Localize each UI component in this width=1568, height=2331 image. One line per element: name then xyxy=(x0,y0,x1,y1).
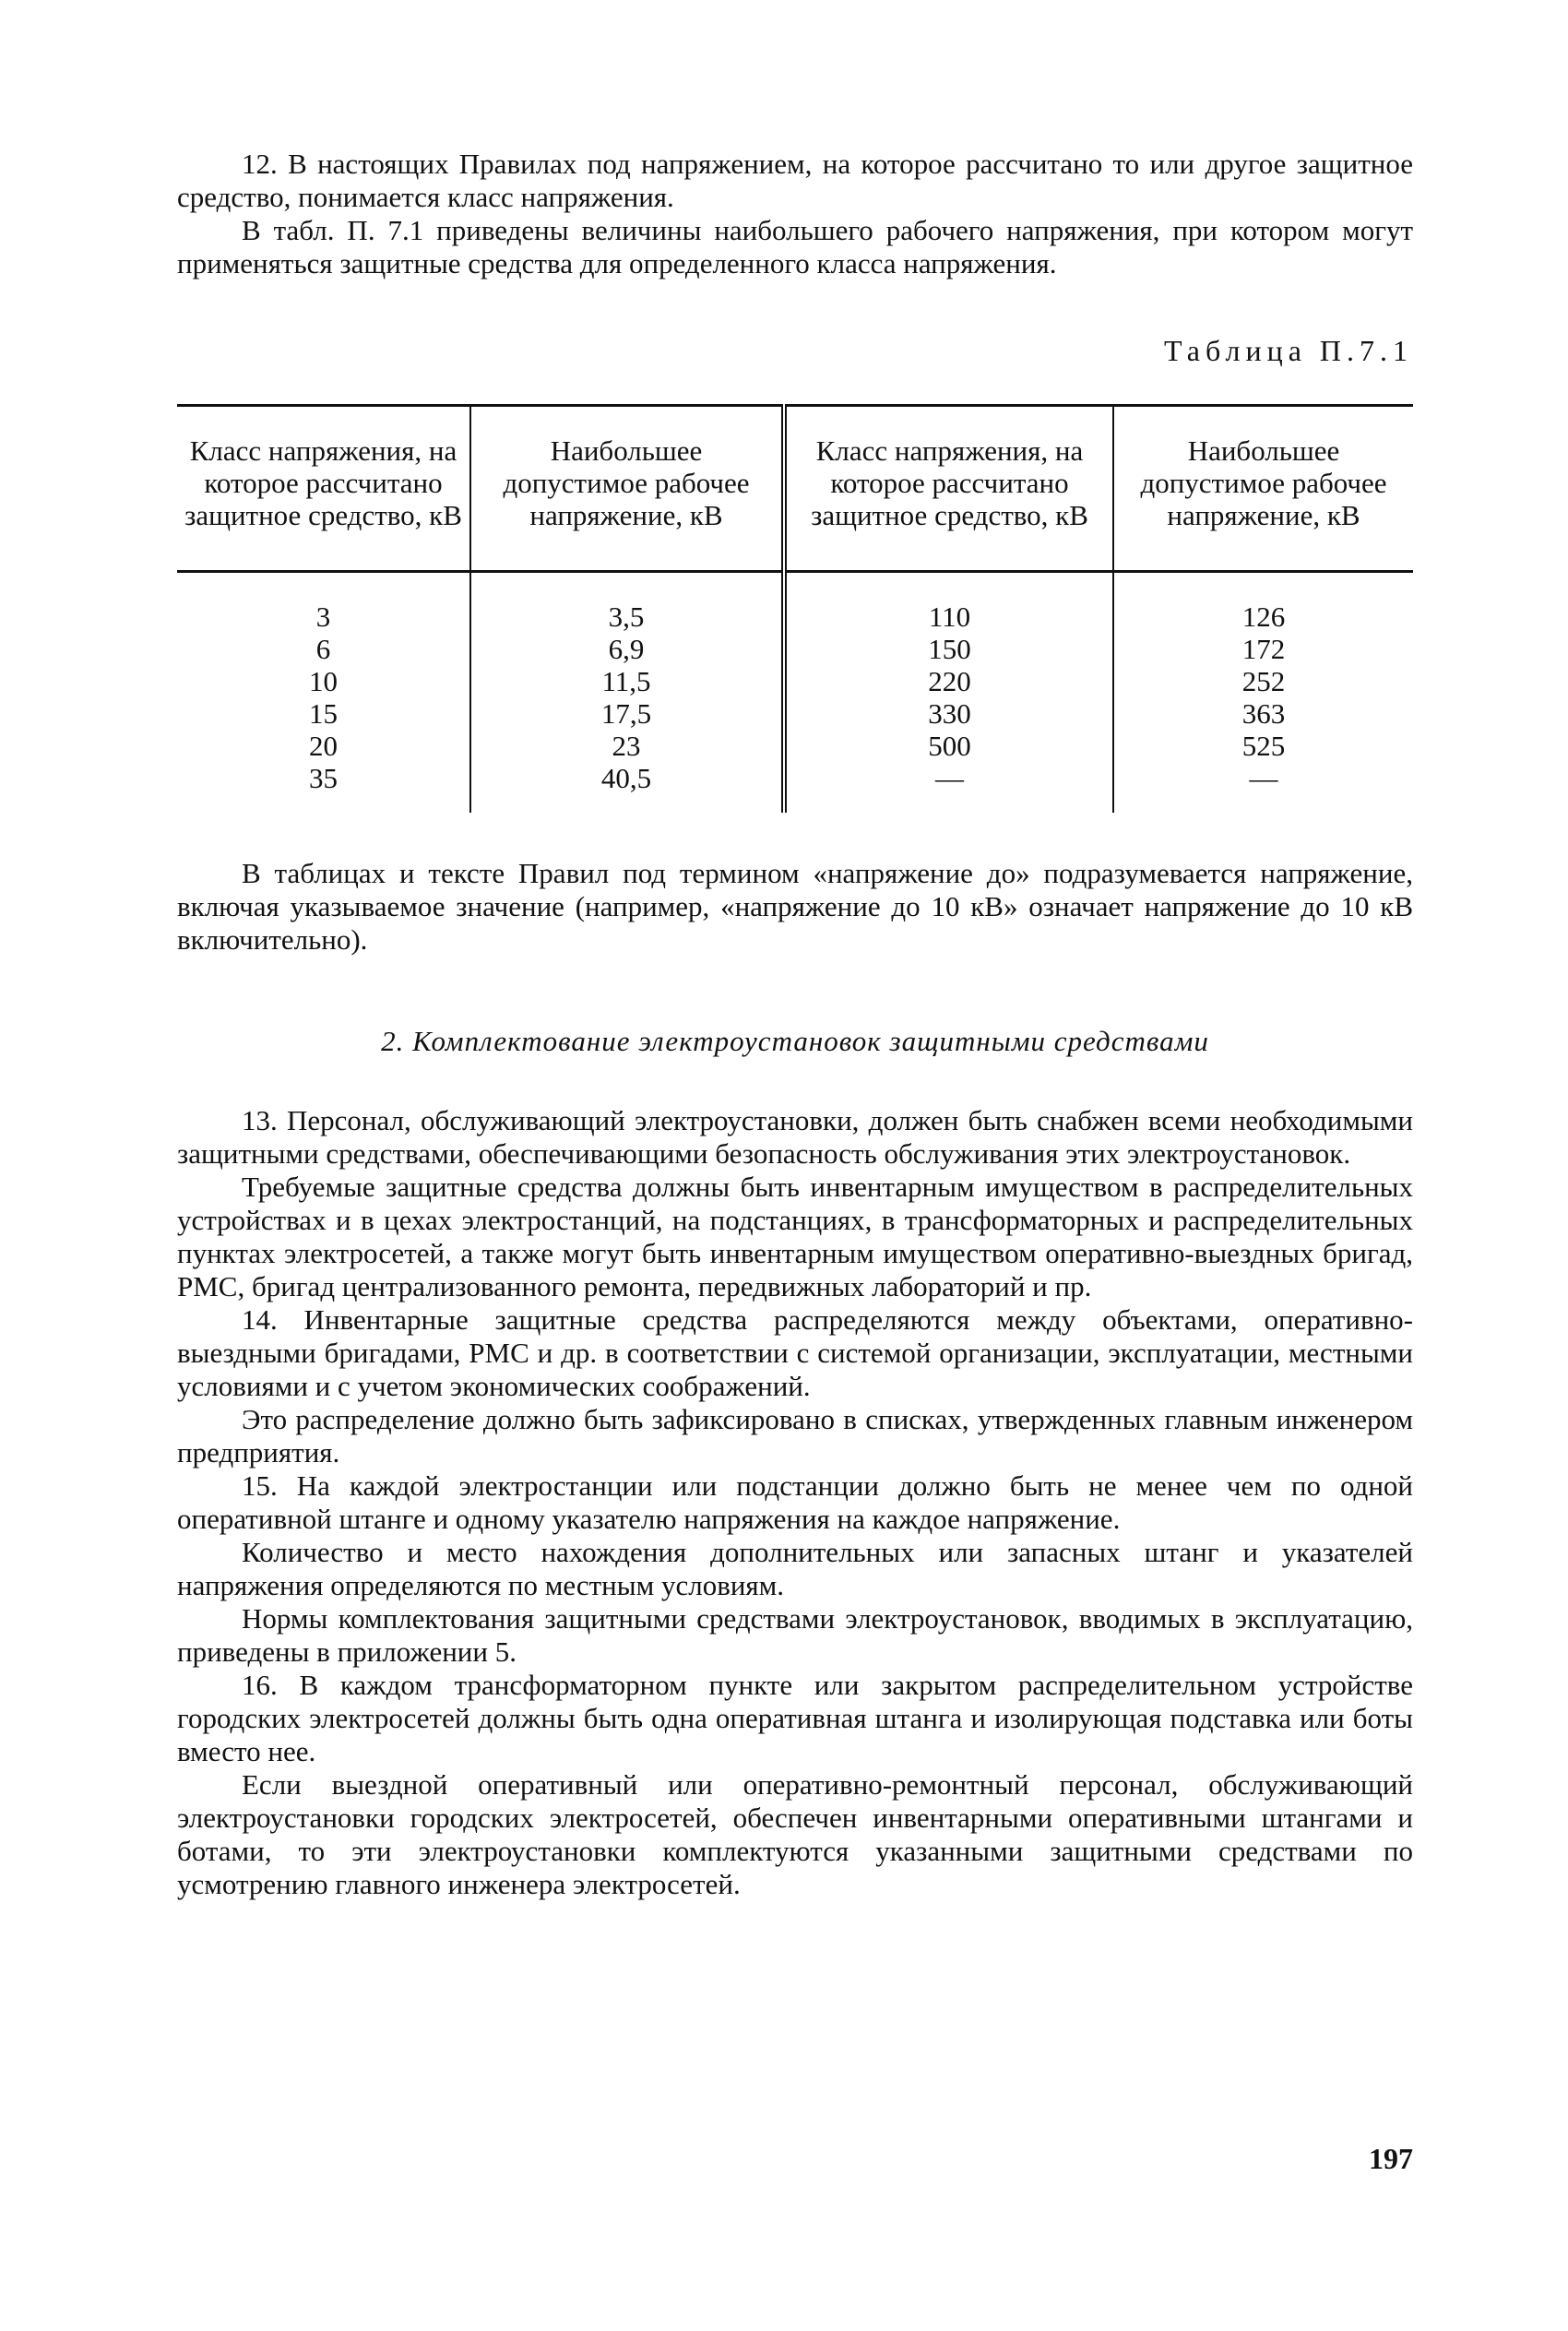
table-cell: 150 xyxy=(928,633,971,665)
table-cell: 126 xyxy=(1241,601,1286,633)
table-cell: — xyxy=(935,762,964,794)
table-cell: 330 xyxy=(928,697,971,730)
table-cell: 15 xyxy=(309,697,338,730)
table-cell: 252 xyxy=(1241,665,1286,697)
table-cell: 6 xyxy=(315,633,331,665)
table-cell: 11,5 xyxy=(601,665,651,697)
paragraph-16: 16. В каждом трансформаторном пункте или закрытом распределительном устройстве городских электросетей должны быть одна оперативная штанга и изолирующая подставка или боты вместо нее. xyxy=(177,1669,1413,1767)
table-cell: 20 xyxy=(309,730,338,762)
column-voltage-class-2 xyxy=(784,572,1113,814)
table-cell: 110 xyxy=(928,601,971,633)
table-cell: 10 xyxy=(309,665,338,697)
table-cell: 23 xyxy=(612,730,641,762)
table-cell: — xyxy=(1249,762,1278,794)
header-max-voltage-2: Наибольшее допустимое рабочее напряжение, кВ xyxy=(1113,406,1413,572)
paragraph-distribution: Это распределение должно быть зафиксировано в списках, утвержденных главным инженером предприятия. xyxy=(177,1403,1413,1469)
column-max-voltage-1 xyxy=(470,572,784,814)
voltage-table xyxy=(177,404,1413,813)
table-cell: 172 xyxy=(1241,633,1286,665)
paragraph-voltage-definition: В таблицах и тексте Правил под термином «напряжение до» подразумевается напряжение, включая указываемое значение (например, «напряжение до 10 кВ» означает напряжение до 10 кВ включительно). xyxy=(177,857,1413,956)
table-header-row xyxy=(177,406,1413,572)
table-caption: Таблица П.7.1 xyxy=(1164,334,1413,367)
table-cell: 363 xyxy=(1241,697,1286,730)
column-max-voltage-2 xyxy=(1113,572,1413,814)
table-cell: 35 xyxy=(309,762,338,794)
table-cell: 500 xyxy=(928,730,971,762)
paragraph-inventory: Требуемые защитные средства должны быть инвентарным имуществом в распределительных устройствах и в цехах электростанций, на подстанциях, в трансформаторных и распределительных пунктах электросетей, а также могут быть инвентарным имуществом оперативно-выездных бригад, РМС, бригад централизованного ремонта, передвижных лабораторий и пр. xyxy=(177,1171,1413,1302)
table-body-row xyxy=(177,572,1413,814)
table-cell: 6,9 xyxy=(608,633,645,665)
page-content xyxy=(177,148,1413,1901)
table-cell: 3 xyxy=(315,601,331,633)
header-max-voltage-1: Наибольшее допустимое рабочее напряжение, кВ xyxy=(470,406,784,572)
paragraph-field-personnel: Если выездной оперативный или оперативно-ремонтный персонал, обслуживающий электроустановки городских электросетей, обеспечен инвентарными оперативными штангами и ботами, то эти электроустановки комплектуются указанными защитными средствами по усмотрению главного инженера электросетей. xyxy=(177,1768,1413,1900)
paragraph-norms: Нормы комплектования защитными средствами электроустановок, вводимых в эксплуатацию, приведены в приложении 5. xyxy=(177,1602,1413,1668)
paragraph-13: 13. Персонал, обслуживающий электроустановки, должен быть снабжен всеми необходимыми защитными средствами, обеспечивающими безопасность обслуживания этих электроустановок. xyxy=(177,1104,1413,1170)
header-voltage-class-1: Класс напряжения, на которое рассчитано защитное средство, кВ xyxy=(184,434,462,531)
paragraph-quantity: Количество и место нахождения дополнительных или запасных штанг и указателей напряжения определяются по местным условиям. xyxy=(177,1536,1413,1601)
table-cell: 525 xyxy=(1241,730,1286,762)
table-cell: 40,5 xyxy=(600,762,652,794)
table-cell: 3,5 xyxy=(608,601,645,633)
table-cell: 220 xyxy=(928,665,971,697)
table-cell: 17,5 xyxy=(600,697,652,730)
paragraph-12: 12. В настоящих Правилах под напряжением, на которое рассчитано то или другое защитное средство, понимается класс напряжения. xyxy=(177,148,1413,213)
section-title: 2. Комплектование электроустановок защитными средствами xyxy=(381,1025,1209,1057)
header-voltage-class-2: Класс напряжения, на которое рассчитано защитное средство, кВ xyxy=(784,406,1113,572)
paragraph-15: 15. На каждой электростанции или подстанции должно быть не менее чем по одной оперативной штанге и одному указателю напряжения на каждое напряжение. xyxy=(177,1469,1413,1535)
column-voltage-class-1 xyxy=(177,572,470,814)
paragraph-table-intro: В табл. П. 7.1 приведены величины наибольшего рабочего напряжения, при котором могут применяться защитные средства для определенного класса напряжения. xyxy=(177,214,1413,279)
paragraph-14: 14. Инвентарные защитные средства распределяются между объектами, оперативно-выездными бригадами, РМС и др. в соответствии с системой организации, эксплуатации, местными условиями и с учетом экономических соображений. xyxy=(177,1303,1413,1402)
page-number: 197 xyxy=(1369,2142,1413,2175)
